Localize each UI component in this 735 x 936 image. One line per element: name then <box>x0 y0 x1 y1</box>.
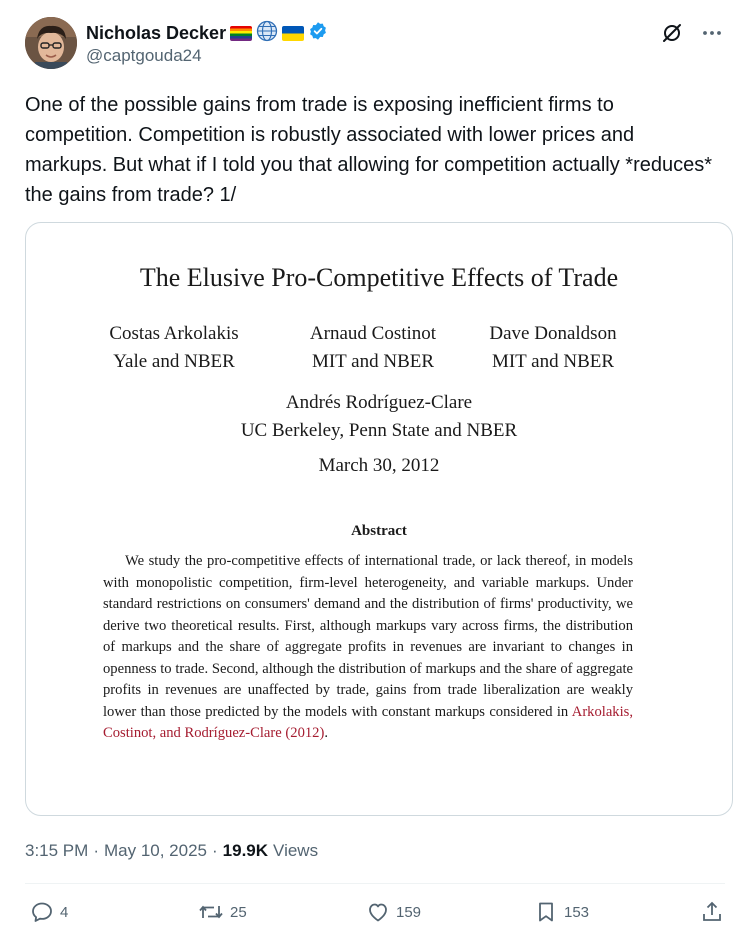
author-name: Costas Arkolakis <box>109 323 239 344</box>
share-button[interactable] <box>700 900 724 924</box>
author-name-row <box>86 20 328 47</box>
paper-author <box>179 389 579 445</box>
grok-icon[interactable] <box>659 20 685 46</box>
reply-count: 4 <box>60 903 69 921</box>
tweet-date[interactable]: May 10, 2025 <box>103 841 207 860</box>
repost-button[interactable] <box>198 900 247 924</box>
abstract-text: We study the pro-competitive effects of international trade, or lack thereof, in models with monopolistic competition, firm-level heterogeneity, and variable markups. Under standard restrictions on consumers' demand and the distribution of firms' productivity, we derive two theoretical results. First, although markups vary across firms, the distribution of markups and the share of aggregate profits in revenues are invariant to changes in openness to trade. Second, although the distribution of markups and the share of aggregate profits in revenues are unaffected by trade, gains from trade liberalization are weakly lower than those predicted by the models with constant markups considered in <box>103 553 633 720</box>
abstract-citation-year: (2012) <box>285 725 325 741</box>
more-options-icon[interactable] <box>699 20 725 46</box>
tweet-meta <box>25 841 318 861</box>
repost-icon <box>198 900 224 924</box>
views-label: Views <box>273 841 319 860</box>
meta-separator: · <box>93 841 99 860</box>
paper-author <box>453 320 653 376</box>
paper-title: The Elusive Pro-Competitive Effects of Trade <box>139 263 619 292</box>
display-name[interactable]: Nicholas Decker <box>86 23 227 43</box>
like-button[interactable] <box>366 900 421 924</box>
paper-author <box>74 320 274 376</box>
bookmark-count: 153 <box>564 903 590 921</box>
action-bar <box>0 896 735 936</box>
reply-button[interactable] <box>30 900 68 924</box>
abstract-heading: Abstract <box>351 523 407 539</box>
author-affiliation: MIT and NBER <box>491 351 615 372</box>
reply-icon <box>30 900 54 924</box>
author-name: Dave Donaldson <box>489 323 617 344</box>
like-count: 159 <box>396 903 422 921</box>
heart-icon <box>366 900 390 924</box>
author-affiliation: UC Berkeley, Penn State and NBER <box>240 420 518 441</box>
verified-badge-icon <box>308 21 328 46</box>
avatar[interactable] <box>25 17 77 69</box>
globe-icon <box>256 20 278 47</box>
paper-author <box>273 320 473 376</box>
abstract-citation: Arkolakis, Costinot, and Rodríguez-Clare <box>103 703 633 741</box>
views-count: 19.9K <box>222 841 269 860</box>
divider <box>25 883 725 884</box>
handle[interactable]: @captgouda24 <box>86 46 202 65</box>
tweet-time[interactable]: 3:15 PM <box>25 841 89 860</box>
author-name: Arnaud Costinot <box>309 323 437 344</box>
tweet-text: One of the possible gains from trade is exposing inefficient firms to competition. Competition is robustly associated with lower prices and markups. But what if I told you that allowing for competition actually *reduces* the gains from trade? 1/ <box>25 94 713 206</box>
author-affiliation: MIT and NBER <box>311 351 435 372</box>
abstract-body <box>103 551 633 745</box>
author-name: Andrés Rodríguez-Clare <box>285 392 473 413</box>
paper-date: March 30, 2012 <box>318 455 440 476</box>
repost-count: 25 <box>230 903 247 921</box>
bookmark-icon <box>534 900 558 924</box>
bookmark-button[interactable] <box>534 900 589 924</box>
ukraine-flag-icon <box>282 26 304 41</box>
abstract-end: . <box>324 725 328 741</box>
top-actions <box>659 20 725 46</box>
meta-separator: · <box>212 841 218 860</box>
author-affiliation: Yale and NBER <box>113 351 235 372</box>
rainbow-flag-icon <box>230 26 252 41</box>
share-icon <box>700 900 724 924</box>
media-image[interactable] <box>25 222 733 816</box>
